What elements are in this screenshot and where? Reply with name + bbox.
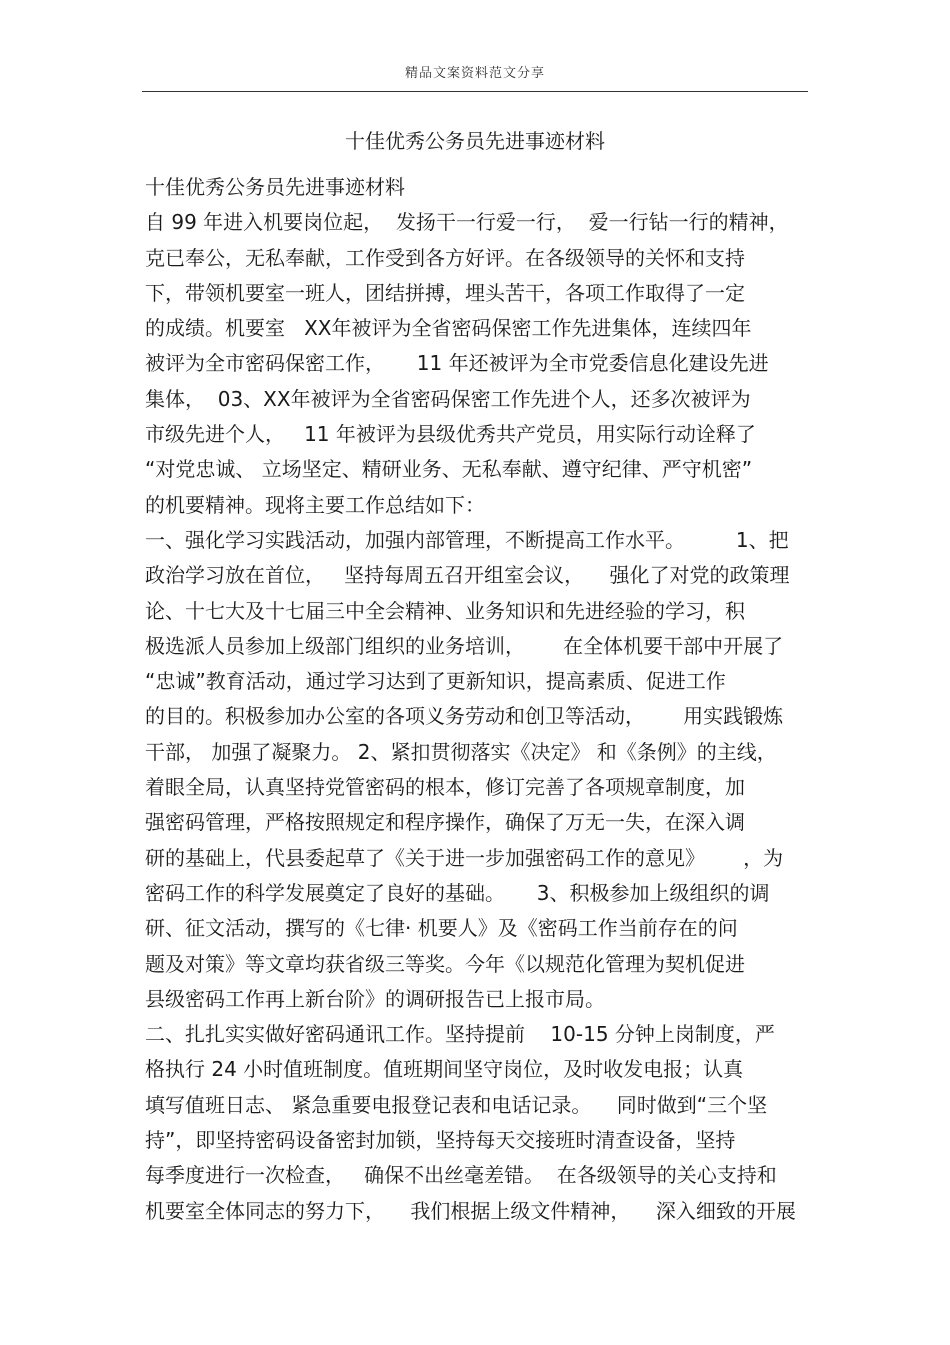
body-line: 极选派人员参加上级部门组织的业务培训， 在全体机要干部中开展了	[145, 633, 784, 658]
body-line: 密码工作的科学发展奠定了良好的基础。 3、积极参加上级组织的调	[145, 880, 770, 905]
body-line: 研、征文活动，撰写的《七律· 机要人》及《密码工作当前存在的问	[145, 916, 738, 941]
body-line: 论、十七大及十七届三中全会精神、业务知识和先进经验的学习，积	[145, 598, 745, 623]
body-line: 县级密码工作再上新台阶》的调研报告已上报市局。	[145, 986, 605, 1011]
body-line: 下，带领机要室一班人，团结拼搏，埋头苦干，各项工作取得了一定	[145, 280, 745, 305]
body-line: 每季度进行一次检查， 确保不出丝毫差错。 在各级领导的关心支持和	[145, 1163, 777, 1188]
body-line: 着眼全局，认真坚持党管密码的根本，修订完善了各项规章制度，加	[145, 775, 745, 800]
body-line: 市级先进个人， 11 年被评为县级优秀共产党员，用实际行动诠释了	[145, 422, 756, 447]
body-line: 克已奉公，无私奉献，工作受到各方好评。在各级领导的关怀和支持	[145, 245, 745, 270]
body-line: 机要室全体同志的努力下， 我们根据上级文件精神， 深入细致的开展	[145, 1198, 796, 1223]
body-line: 十佳优秀公务员先进事迹材料	[145, 175, 405, 199]
body-line: 政治学习放在首位， 坚持每周五召开组室会议， 强化了对党的政策理	[145, 563, 790, 588]
body-line: 集体， 03、XX年被评为全省密码保密工作先进个人，还多次被评为	[145, 386, 751, 411]
body-line: 持”，即坚持密码设备密封加锁，坚持每天交接班时清查设备，坚持	[145, 1128, 736, 1153]
body-line: 干部， 加强了凝聚力。 2、紧扣贯彻落实《决定》 和《条例》的主线，	[145, 739, 777, 764]
body-line: 的目的。积极参加办公室的各项义务劳动和创卫等活动， 用实践锻炼	[145, 704, 784, 729]
body-line: 被评为全市密码保密工作， 11 年还被评为全市党委信息化建设先进	[145, 351, 769, 376]
body-line: 的成绩。机要室 XX年被评为全省密码保密工作先进集体，连续四年	[145, 316, 752, 341]
page-header: 精品文案资料范文分享	[404, 66, 545, 81]
body-line: 二、扎扎实实做好密码通讯工作。坚持提前 10-15 分钟上岗制度，严	[145, 1022, 775, 1047]
document-title: 十佳优秀公务员先进事迹材料	[345, 129, 605, 153]
body-line: 一、强化学习实践活动，加强内部管理，不断提高工作水平。 1、把	[145, 527, 789, 552]
body-line: 题及对策》等文章均获省级三等奖。今年《以规范化管理为契机促进	[145, 951, 745, 976]
header-divider	[142, 91, 808, 92]
body-line: 自 99 年进入机要岗位起， 发扬干一行爱一行， 爱一行钻一行的精神，	[145, 210, 789, 235]
body-line: “忠诚”教育活动，通过学习达到了更新知识，提高素质、促进工作	[145, 669, 726, 694]
body-line: 的机要精神。现将主要工作总结如下：	[145, 492, 485, 517]
body-line: 格执行 24 小时值班制度。值班期间坚守岗位，及时收发电报；认真	[145, 1057, 744, 1082]
body-line: “对党忠诚、 立场坚定、精研业务、无私奉献、遵守纪律、严守机密”	[145, 457, 753, 482]
body-line: 填写值班日志、 紧急重要电报登记表和电话记录。 同时做到“三个坚	[145, 1092, 768, 1117]
body-line: 强密码管理，严格按照规定和程序操作，确保了万无一失，在深入调	[145, 810, 745, 835]
document-body	[145, 170, 805, 1229]
body-line: 研的基础上，代县委起草了《关于进一步加强密码工作的意见》 ，为	[145, 845, 784, 870]
